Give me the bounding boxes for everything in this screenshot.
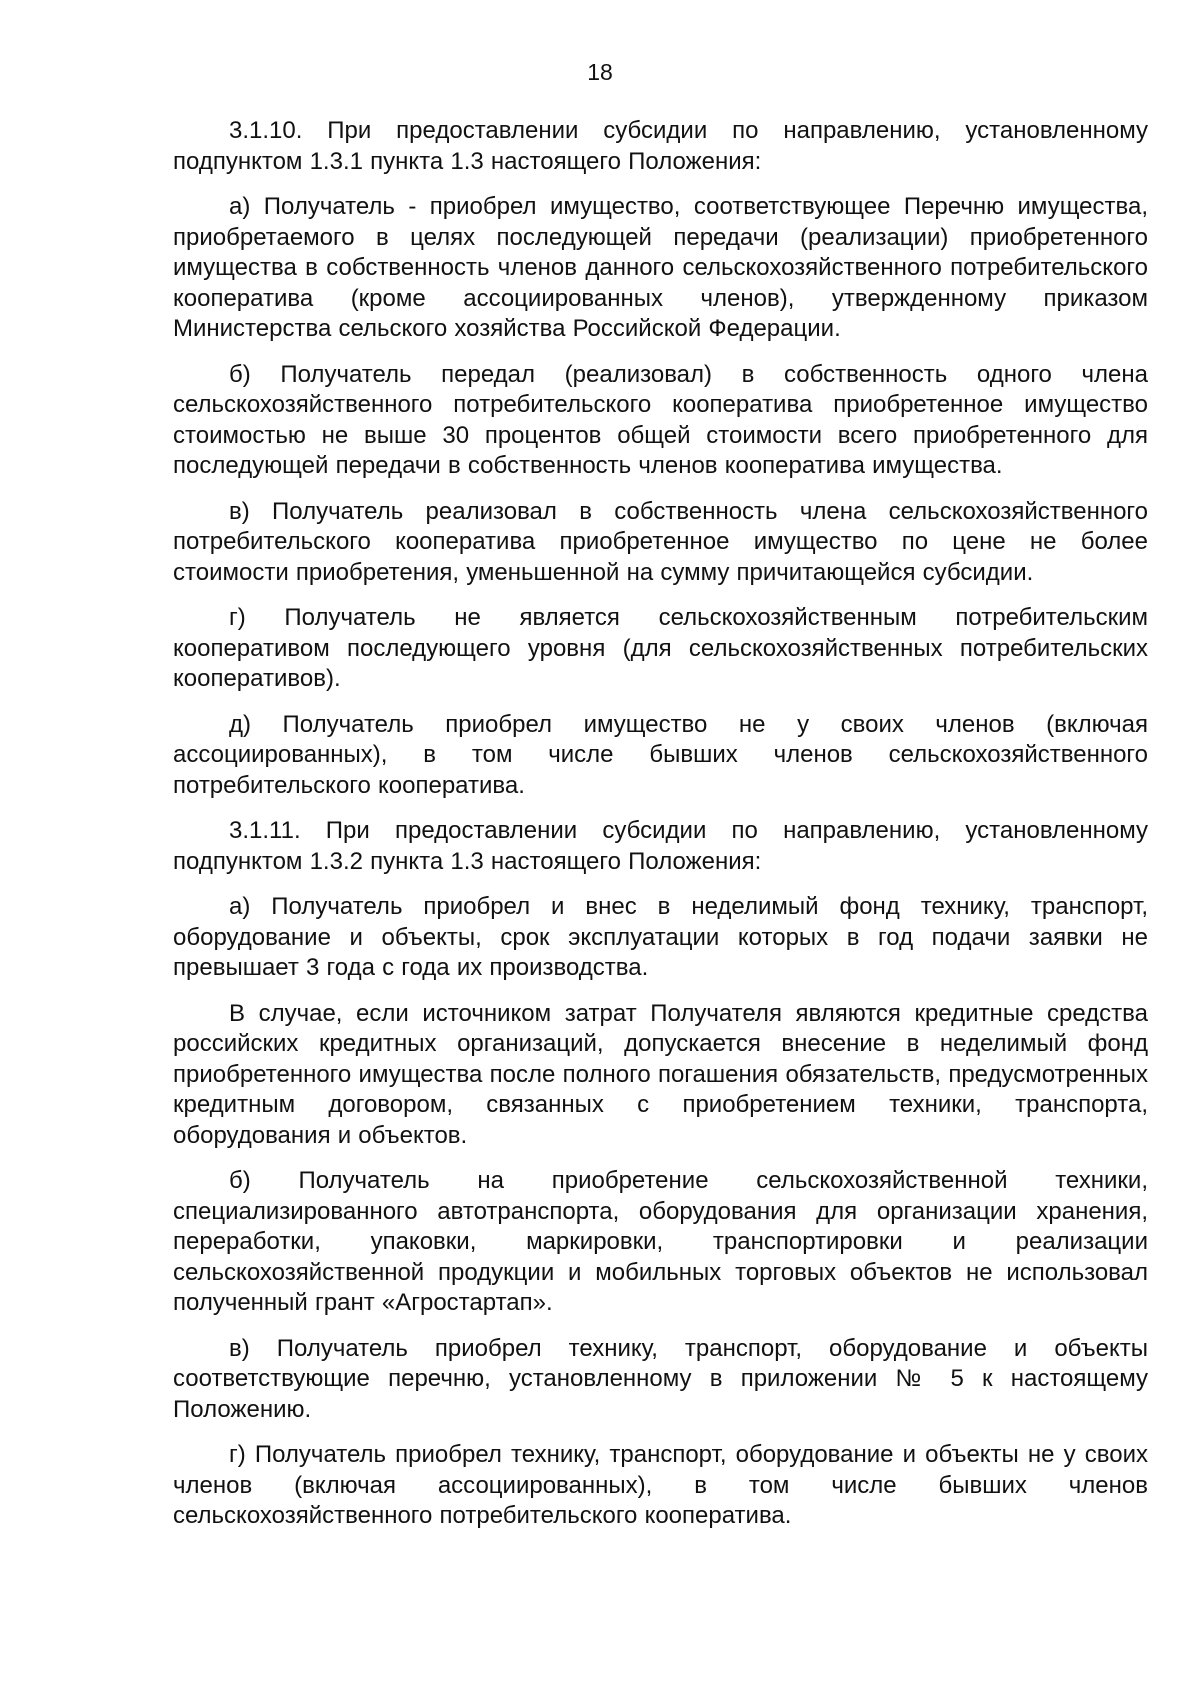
clause-3-1-10-item-b: б) Получатель передал (реализовал) в собственность одного члена сельскохозяйственного потребительского кооператива приобретенное имущество стоимостью не выше 30 процентов общей стоимости всего приобретенного для последующей передачи в собственность членов кооператива имущества.: [173, 360, 1148, 479]
clause-3-1-10-item-d: д) Получатель приобрел имущество не у своих членов (включая ассоциированных), в том числе бывших членов сельскохозяйственного потребительского кооператива.: [173, 710, 1148, 799]
clause-3-1-11-item-b: б) Получатель на приобретение сельскохозяйственной техники, специализированного автотранспорта, оборудования для организации хранения, переработки, упаковки, маркировки, транспортировки и реализации сельскохозяйственной продукции и мобильных торговых объектов не использовал полученный грант «Агростартап».: [173, 1167, 1148, 1316]
clause-3-1-10-heading: 3.1.10. При предоставлении субсидии по направлению, установленному подпунктом 1.3.1 пункта 1.3 настоящего Положения:: [173, 117, 1148, 175]
clause-3-1-11-item-a: а) Получатель приобрел и внес в неделимый фонд технику, транспорт, оборудование и объекты, срок эксплуатации которых в год подачи заявки не превышает 3 года с года их производства.: [173, 893, 1148, 981]
page-number: 18: [587, 59, 613, 85]
clause-3-1-11-item-g: г) Получатель приобрел технику, транспорт, оборудование и объекты не у своих членов (включая ассоциированных), в том числе бывших членов сельскохозяйственного потребительского кооператива.: [173, 1441, 1148, 1529]
clause-3-1-11-heading: 3.1.11. При предоставлении субсидии по направлению, установленному подпунктом 1.3.2 пункта 1.3 настоящего Положения:: [173, 817, 1148, 875]
clause-3-1-10-item-g: г) Получатель не является сельскохозяйственным потребительским кооперативом последующего уровня (для сельскохозяйственных потребительских кооперативов).: [173, 604, 1148, 692]
clause-3-1-11-item-a-note: В случае, если источником затрат Получателя являются кредитные средства российских кредитных организаций, допускается внесение в неделимый фонд приобретенного имущества после полного погашения обязательств, предусмотренных кредитным договором, связанных с приобретением техники, транспорта, оборудования и объектов.: [173, 999, 1148, 1149]
document-body: [173, 116, 1148, 1547]
clause-3-1-10-item-v: в) Получатель реализовал в собственность члена сельскохозяйственного потребительского кооператива приобретенное имущество по цене не более стоимости приобретения, уменьшенной на сумму причитающейся субсидии.: [173, 497, 1148, 586]
clause-3-1-11-item-v: в) Получатель приобрел технику, транспорт, оборудование и объекты соответствующие перечню, установленному в приложении № 5 к настоящему Положению.: [173, 1334, 1148, 1423]
clause-3-1-10-item-a: а) Получатель - приобрел имущество, соответствующее Перечню имущества, приобретаемого в целях последующей передачи (реализации) приобретенного имущества в собственность членов данного сельскохозяйственного потребительского кооператива (кроме ассоциированных членов), утвержденному приказом Министерства сельского хозяйства Российской Федерации.: [173, 193, 1148, 342]
